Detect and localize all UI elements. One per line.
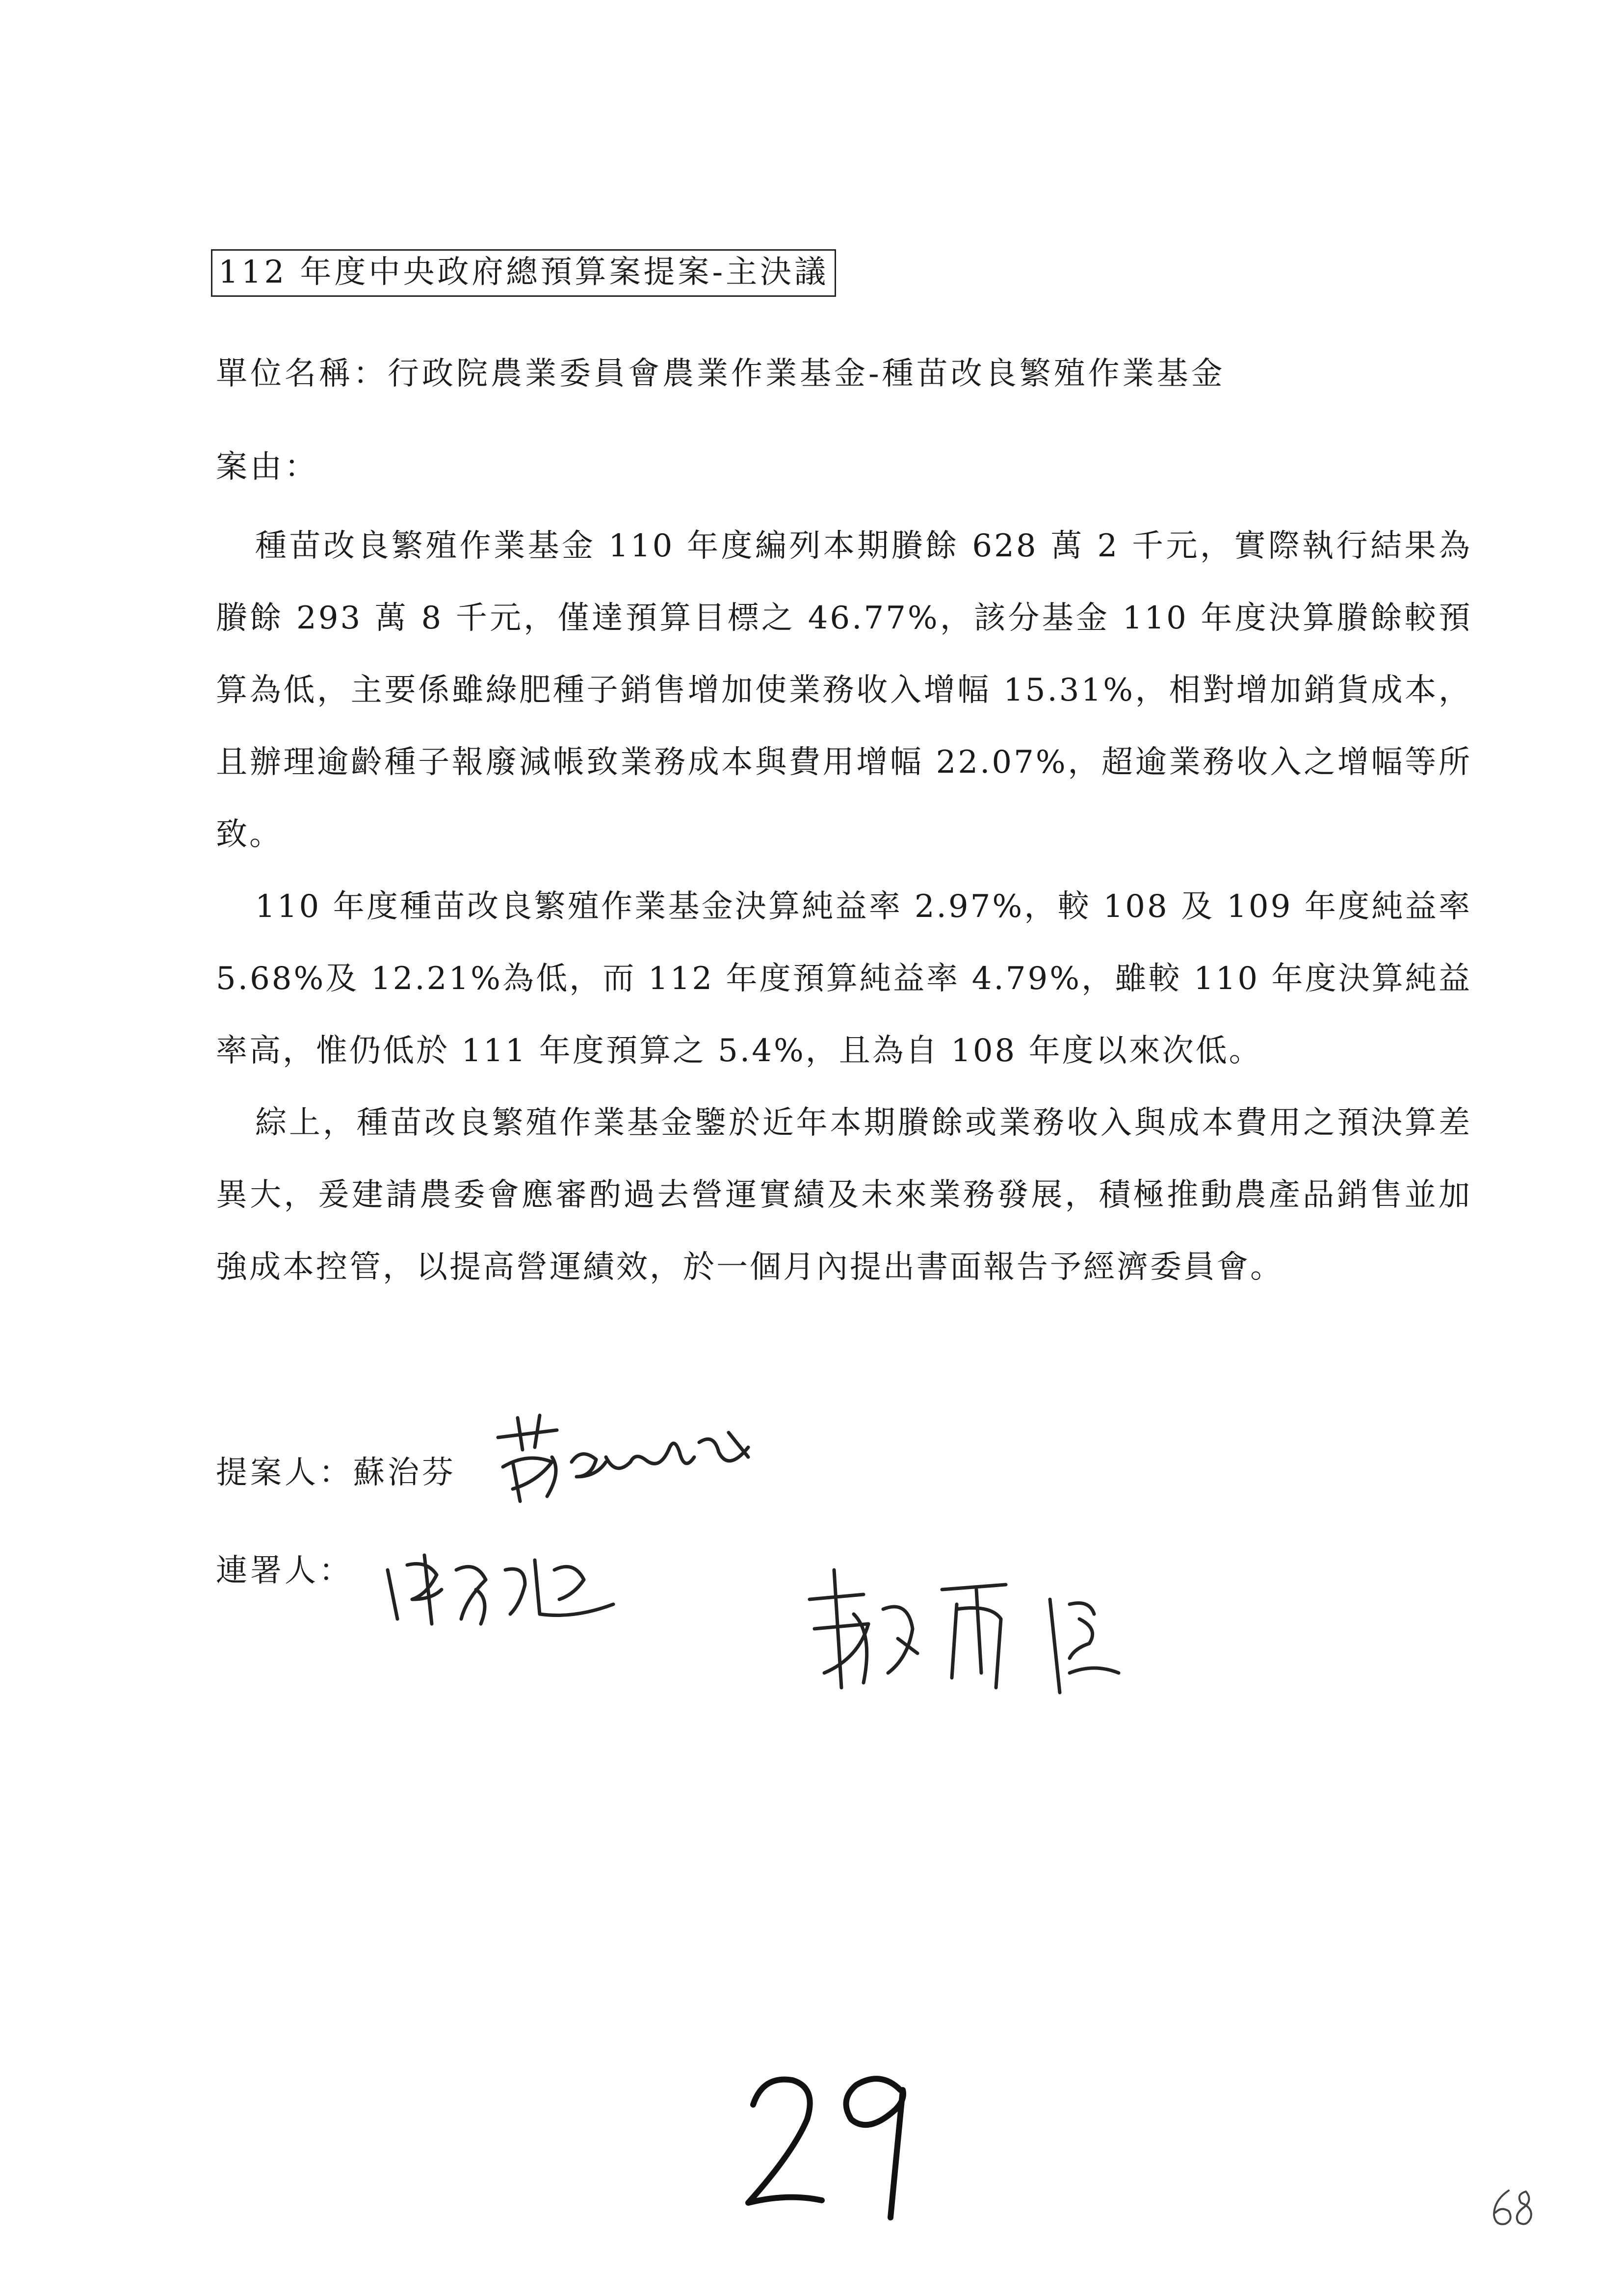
cosigner-signature-2 [795,1560,1148,1707]
paragraph-3: 綜上，種苗改良繁殖作業基金鑒於近年本期賸餘或業務收入與成本費用之預決算差異大，爰建請農委會應審酌過去營運實績及未來業務發展，積極推動農產品銷售並加強成本控管，以提高營運績效，於一個月內提出書面報告予經濟委員會。 [216,1105,1472,1285]
paragraph-1: 種苗改良繁殖作業基金 110 年度編列本期賸餘 628 萬 2 千元，實際執行結果為賸餘 293 萬 8 千元，僅達預算目標之 46.77%，該分基金 110 年度決算賸餘較預算為低，主要係雖綠肥種子銷售增加使業務收入增幅 15.31%，相對增加銷貨成本，且辦理逾齡種子報廢減帳致業務成本與費用增幅 22.07%，超逾業務收入之增幅等所致。 [216,528,1472,853]
paragraph-2: 110 年度種苗改良繁殖作業基金決算純益率 2.97%，較 108 及 109 年度純益率 5.68%及 12.21%為低，而 112 年度預算純益率 4.79%，雖較 110 年度決算純益率高，惟仍低於 111 年度預算之 5.4%，且為自 108 年度以來次低。 [216,888,1472,1069]
reason-label: 案由： [216,449,319,485]
reason-body [216,510,1472,1304]
handwritten-corner-number [1487,2186,1541,2230]
proposer-label: 提案人：蘇治芬 [216,1455,456,1491]
document-title: 112 年度中央政府總預算案提案-主決議 [211,249,836,297]
proposer-signature [483,1403,758,1521]
unit-name: 單位名稱：行政院農業委員會農業作業基金-種苗改良繁殖作業基金 [216,356,1226,392]
cosigner-label: 連署人： [216,1553,353,1589]
cosigner-signature-1 [378,1540,653,1639]
handwritten-page-number [733,2061,930,2227]
